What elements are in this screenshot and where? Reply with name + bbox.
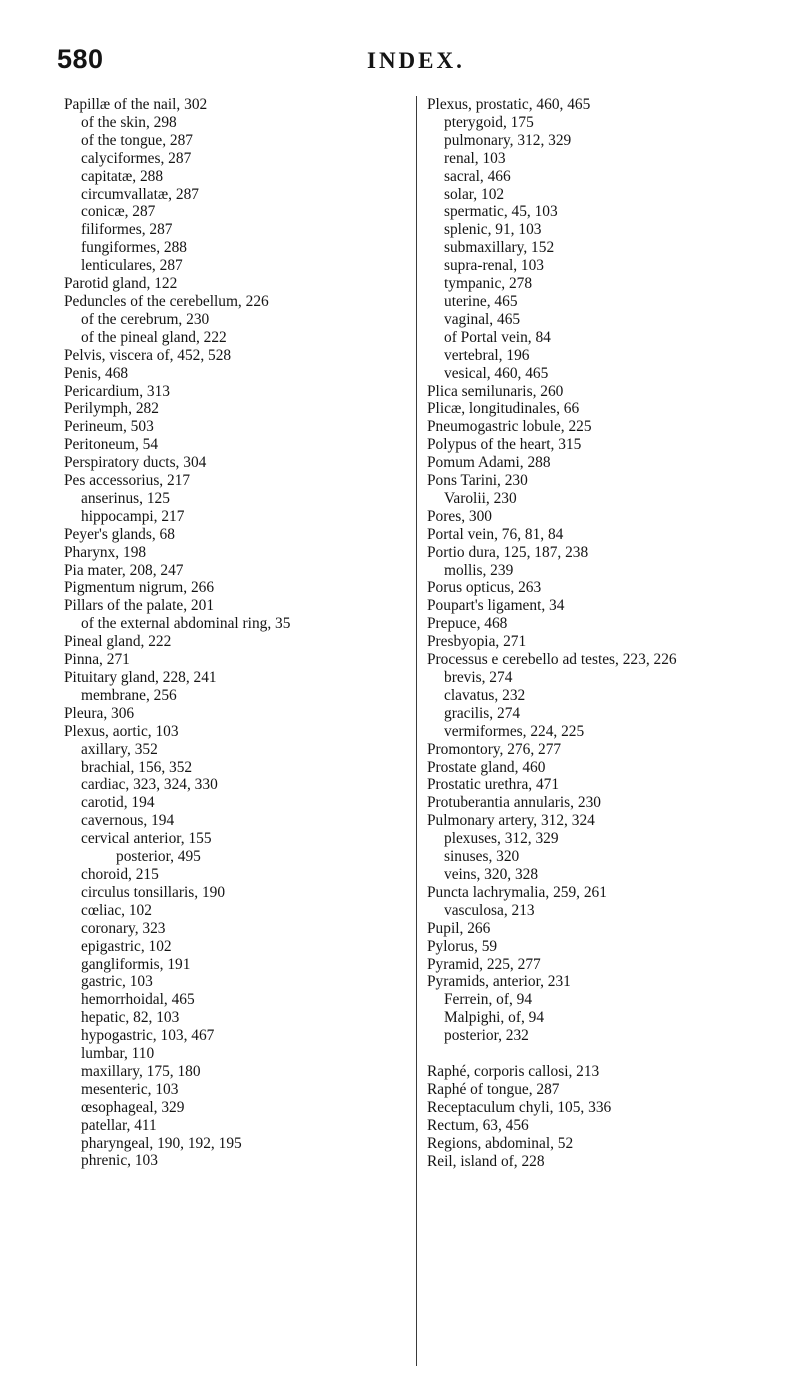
index-entry: Poupart's ligament, 34 (427, 597, 565, 615)
index-subentry: lumbar, 110 (81, 1045, 155, 1063)
index-subentry: cœliac, 102 (81, 901, 152, 919)
index-entry: Pneumogastric lobule, 225 (427, 418, 592, 436)
index-entry: Plicæ, longitudinales, 66 (427, 400, 580, 418)
index-subentry: axillary, 352 (81, 740, 158, 758)
index-column-right (427, 96, 787, 1170)
index-entry: Pinna, 271 (64, 651, 130, 669)
index-entry: Processus e cerebello ad testes, 223, 226 (427, 651, 677, 669)
index-subentry: pharyngeal, 190, 192, 195 (81, 1134, 242, 1152)
running-head: INDEX. (367, 48, 465, 73)
index-subentry: vermiformes, 224, 225 (444, 722, 585, 740)
index-subentry: gracilis, 274 (444, 704, 521, 722)
index-subentry: membrane, 256 (81, 686, 177, 704)
index-entry: Pomum Adami, 288 (427, 454, 551, 472)
index-subentry: anserinus, 125 (81, 489, 170, 507)
index-subentry: sinuses, 320 (444, 848, 520, 866)
index-subentry: fungiformes, 288 (81, 239, 188, 257)
index-entry: Parotid gland, 122 (64, 275, 178, 293)
index-subentry: of Portal vein, 84 (444, 328, 551, 346)
index-subentry: phrenic, 103 (81, 1152, 158, 1170)
index-entry: Pelvis, viscera of, 452, 528 (64, 346, 232, 364)
index-entry: Papillæ of the nail, 302 (64, 96, 208, 113)
index-entry: Pia mater, 208, 247 (64, 561, 184, 579)
index-entry: Peritoneum, 54 (64, 436, 159, 454)
index-entry: Raphé, corporis callosi, 213 (427, 1063, 600, 1081)
index-subentry: pterygoid, 175 (444, 113, 534, 131)
index-entry: Regions, abdominal, 52 (427, 1134, 574, 1152)
index-entry: Plica semilunaris, 260 (427, 382, 564, 400)
index-subentry: brachial, 156, 352 (81, 758, 193, 776)
index-subentry: of the tongue, 287 (81, 131, 193, 149)
index-subentry: coronary, 323 (81, 919, 166, 937)
index-subentry: uterine, 465 (444, 292, 518, 310)
index-entry: Portio dura, 125, 187, 238 (427, 543, 589, 561)
index-subentry: of the cerebrum, 230 (81, 310, 210, 328)
index-entry: Pleura, 306 (64, 704, 135, 722)
index-subentry: hepatic, 82, 103 (81, 1009, 180, 1027)
index-subentry: carotid, 194 (81, 794, 155, 812)
index-entry: Pyramid, 225, 277 (427, 955, 541, 973)
index-entry: Pigmentum nigrum, 266 (64, 579, 215, 597)
index-entry: Prostatic urethra, 471 (427, 776, 560, 794)
index-subentry: Malpighi, of, 94 (444, 1009, 545, 1027)
index-subentry: calyciformes, 287 (81, 149, 192, 167)
index-entry: Pyramids, anterior, 231 (427, 973, 571, 991)
index-entry: Pupil, 266 (427, 919, 491, 937)
index-subentry: splenic, 91, 103 (444, 221, 542, 239)
index-subentry: spermatic, 45, 103 (444, 203, 558, 221)
index-subentry: clavatus, 232 (444, 686, 526, 704)
index-entry: Pons Tarini, 230 (427, 472, 528, 490)
index-subentry: hemorrhoidal, 465 (81, 991, 195, 1009)
index-entry: Perilymph, 282 (64, 400, 159, 418)
index-subentry: mesenteric, 103 (81, 1080, 179, 1098)
index-subentry: vasculosa, 213 (444, 901, 535, 919)
index-entry: Pericardium, 313 (64, 382, 170, 400)
index-entry: Pharynx, 198 (64, 543, 147, 561)
index-subentry: gastric, 103 (81, 973, 153, 991)
index-entry: Penis, 468 (64, 364, 129, 382)
index-entry: Prostate gland, 460 (427, 758, 546, 776)
index-entry: Pylorus, 59 (427, 937, 498, 955)
index-subentry: filiformes, 287 (81, 221, 173, 239)
index-column-left (64, 96, 409, 1170)
index-subentry: hippocampi, 217 (81, 507, 185, 525)
index-entry: Prepuce, 468 (427, 615, 508, 633)
index-subentry: vertebral, 196 (444, 346, 530, 364)
index-subentry: maxillary, 175, 180 (81, 1062, 201, 1080)
index-entry: Pores, 300 (427, 507, 492, 525)
index-subentry: renal, 103 (444, 149, 506, 167)
index-subentry: posterior, 232 (444, 1027, 529, 1045)
index-subentry: conicæ, 287 (81, 203, 156, 221)
index-entry: Plexus, aortic, 103 (64, 722, 179, 740)
index-entry: Polypus of the heart, 315 (427, 436, 582, 454)
index-entry: Plexus, prostatic, 460, 465 (427, 96, 591, 113)
index-subentry: of the pineal gland, 222 (81, 328, 227, 346)
index-entry: Promontory, 276, 277 (427, 740, 562, 758)
index-subentry: mollis, 239 (444, 561, 514, 579)
index-entry: Pes accessorius, 217 (64, 472, 191, 490)
index-subentry: tympanic, 278 (444, 275, 533, 293)
index-subentry: brevis, 274 (444, 669, 513, 686)
index-subentry: vaginal, 465 (444, 310, 521, 328)
index-subentry: cardiac, 323, 324, 330 (81, 776, 218, 794)
index-subentry: cervical anterior, 155 (81, 830, 212, 848)
page-number: 580 (57, 44, 104, 74)
index-subentry: gangliformis, 191 (81, 955, 191, 973)
index-entry: Peyer's glands, 68 (64, 525, 175, 543)
index-entry: Presbyopia, 271 (427, 633, 527, 651)
column-divider (416, 96, 417, 1366)
index-entry: Receptaculum chyli, 105, 336 (427, 1098, 612, 1116)
index-entry: Reil, island of, 228 (427, 1152, 545, 1170)
index-subentry: circumvallatæ, 287 (81, 185, 199, 203)
index-subentry: hypogastric, 103, 467 (81, 1027, 215, 1045)
index-subentry: Varolii, 230 (444, 489, 517, 507)
index-subentry: posterior, 495 (116, 848, 201, 866)
index-subentry: solar, 102 (444, 185, 505, 203)
index-subentry: submaxillary, 152 (444, 239, 555, 257)
index-subentry: circulus tonsillaris, 190 (81, 883, 226, 901)
index-subentry: Ferrein, of, 94 (444, 991, 533, 1009)
index-subentry: sacral, 466 (444, 167, 511, 185)
index-subentry: pulmonary, 312, 329 (444, 131, 572, 149)
index-subentry: cavernous, 194 (81, 812, 175, 830)
index-entry: Peduncles of the cerebellum, 226 (64, 292, 269, 310)
index-entry: Pineal gland, 222 (64, 633, 172, 651)
index-entry: Porus opticus, 263 (427, 579, 542, 597)
index-entry: Protuberantia annularis, 230 (427, 794, 601, 812)
index-subentry: œsophageal, 329 (81, 1098, 185, 1116)
index-subentry: choroid, 215 (81, 865, 159, 883)
index-subentry: epigastric, 102 (81, 937, 172, 955)
index-subentry: patellar, 411 (81, 1116, 157, 1134)
index-entry: Rectum, 63, 456 (427, 1116, 529, 1134)
index-entry: Portal vein, 76, 81, 84 (427, 525, 564, 543)
index-subentry: of the skin, 298 (81, 113, 177, 131)
index-entry: Pituitary gland, 228, 241 (64, 669, 217, 686)
index-entry: Puncta lachrymalia, 259, 261 (427, 883, 607, 901)
index-subentry: vesical, 460, 465 (444, 364, 549, 382)
index-entry: Raphé of tongue, 287 (427, 1080, 560, 1098)
index-subentry: capitatæ, 288 (81, 167, 164, 185)
index-subentry: veins, 320, 328 (444, 865, 539, 883)
index-entry: Perspiratory ducts, 304 (64, 454, 207, 472)
index-entry: Perineum, 503 (64, 418, 154, 436)
index-subentry: supra-renal, 103 (444, 257, 545, 275)
index-subentry: lenticulares, 287 (81, 257, 183, 275)
index-subentry: plexuses, 312, 329 (444, 830, 559, 848)
index-entry: Pulmonary artery, 312, 324 (427, 812, 595, 830)
index-subentry: of the external abdominal ring, 35 (81, 615, 291, 633)
index-entry: Pillars of the palate, 201 (64, 597, 215, 615)
